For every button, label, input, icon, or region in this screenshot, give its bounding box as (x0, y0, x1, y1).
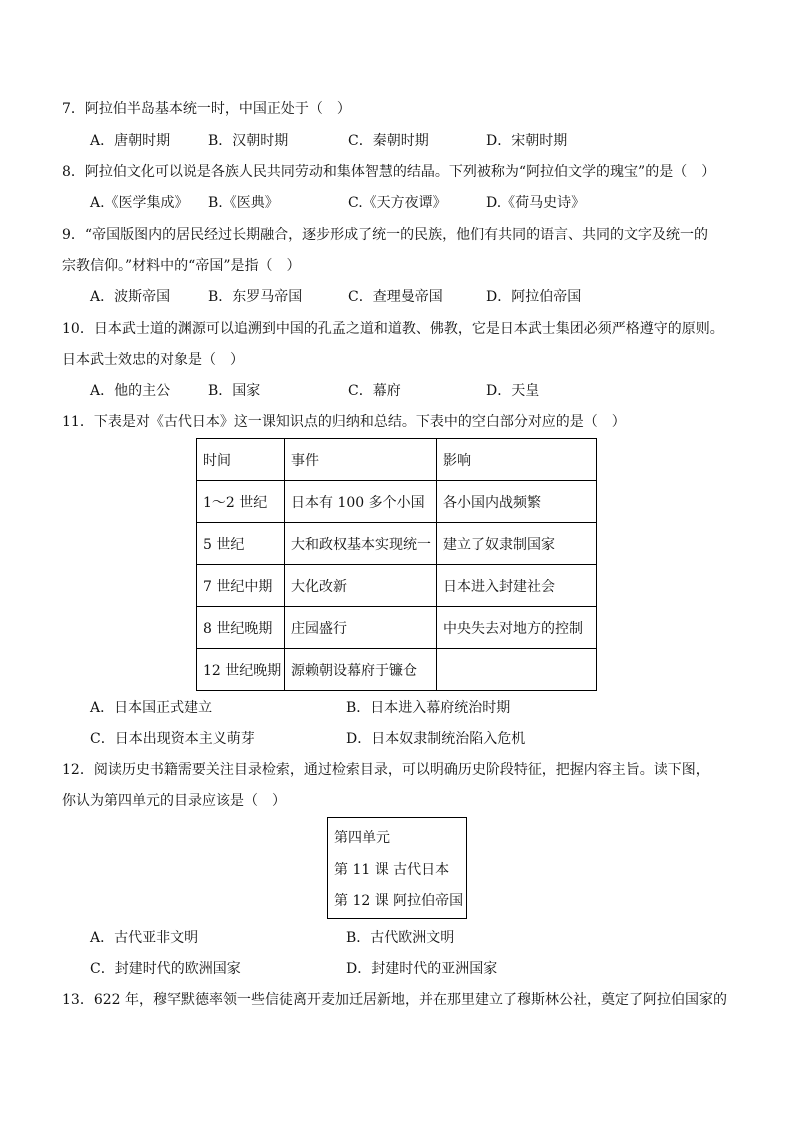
table-cell: 中央失去对地方的控制 (437, 607, 597, 649)
table-cell: 各小国内战频繁 (437, 481, 597, 523)
table-cell: 7 世纪中期 (197, 565, 285, 607)
q10-stem-line2: 日本武士效忠的对象是（ ） (62, 352, 244, 368)
q7-option-b[interactable]: B．汉朝时期 (208, 133, 289, 149)
q12-option-c[interactable]: C．封建时代的欧洲国家 (90, 961, 241, 977)
table-cell: 日本有 100 多个小国 (285, 481, 437, 523)
q10-option-b[interactable]: B．国家 (208, 383, 261, 399)
q8-stem: 8．阿拉伯文化可以说是各族人民共同劳动和集体智慧的结晶。下列被称为“阿拉伯文学的瑰宝”的是（ ） (62, 164, 716, 180)
q11-options-row1 (90, 698, 770, 718)
q9-stem-line2: 宗教信仰。”材料中的“帝国”是指（ ） (62, 258, 301, 274)
q7-option-a[interactable]: A．唐朝时期 (90, 133, 171, 149)
table-cell: 大化改新 (285, 565, 437, 607)
table-header-row (197, 439, 597, 481)
q12-options-row1 (90, 928, 770, 948)
q10-option-c[interactable]: C．幕府 (348, 383, 401, 399)
table-row (197, 523, 597, 565)
q9-stem-line1: 9．“帝国版图内的居民经过长期融合，逐步形成了统一的民族，他们有共同的语言、共同的文字及统一的 (62, 227, 709, 243)
toc-lesson-12: 第 12 课 阿拉伯帝国 (334, 893, 464, 909)
q12-option-b[interactable]: B．古代欧洲文明 (346, 930, 455, 946)
q9-option-d[interactable]: D．阿拉伯帝国 (486, 289, 582, 305)
q7-option-d[interactable]: D．宋朝时期 (486, 133, 568, 149)
q12-option-d[interactable]: D．封建时代的亚洲国家 (346, 961, 498, 977)
toc-unit-title: 第四单元 (334, 830, 390, 846)
q12-table-of-contents (327, 817, 467, 919)
table-cell: 庄园盛行 (285, 607, 437, 649)
table-cell: 1～2 世纪 (197, 481, 285, 523)
q9-option-a[interactable]: A．波斯帝国 (90, 289, 171, 305)
table-header-cell: 时间 (197, 439, 285, 481)
q12-stem-line2: 你认为第四单元的目录应该是（ ） (62, 793, 286, 809)
q10-option-d[interactable]: D．天皇 (486, 383, 540, 399)
q8-option-c[interactable]: C.《天方夜谭》 (348, 195, 447, 211)
table-row (197, 481, 597, 523)
q8-options (90, 193, 770, 213)
q10-options (90, 381, 770, 401)
table-row (197, 649, 597, 691)
table-header-cell: 事件 (285, 439, 437, 481)
q10-stem-line1: 10．日本武士道的渊源可以追溯到中国的孔孟之道和道教、佛教，它是日本武士集团必须严格遵守的原则。 (62, 321, 724, 337)
table-cell: 源赖朝设幕府于镰仓 (285, 649, 437, 691)
table-cell: 大和政权基本实现统一 (285, 523, 437, 565)
q9-options (90, 287, 770, 307)
table-header-cell: 影响 (437, 439, 597, 481)
table-row (197, 565, 597, 607)
table-cell-blank (437, 649, 597, 691)
q11-option-a[interactable]: A．日本国正式建立 (90, 700, 213, 716)
q12-options-row2 (90, 959, 770, 979)
q8-option-d[interactable]: D.《荷马史诗》 (486, 195, 586, 211)
table-cell: 5 世纪 (197, 523, 285, 565)
q10-option-a[interactable]: A．他的主公 (90, 383, 171, 399)
q11-option-b[interactable]: B．日本进入幕府统治时期 (346, 700, 511, 716)
q11-table (196, 438, 597, 691)
q7-option-c[interactable]: C．秦朝时期 (348, 133, 429, 149)
q8-option-a[interactable]: A.《医学集成》 (90, 195, 189, 211)
q7-stem: 7．阿拉伯半岛基本统一时，中国正处于（ ） (62, 101, 351, 117)
toc-lesson-11: 第 11 课 古代日本 (334, 862, 450, 878)
table-cell: 建立了奴隶制国家 (437, 523, 597, 565)
q9-option-c[interactable]: C．查理曼帝国 (348, 289, 443, 305)
q8-option-b[interactable]: B.《医典》 (208, 195, 279, 211)
q9-option-b[interactable]: B．东罗马帝国 (208, 289, 303, 305)
q11-option-d[interactable]: D．日本奴隶制统治陷入危机 (346, 731, 526, 747)
q12-option-a[interactable]: A．古代亚非文明 (90, 930, 199, 946)
q7-options (90, 131, 770, 151)
table-cell: 日本进入封建社会 (437, 565, 597, 607)
table-cell: 12 世纪晚期 (197, 649, 285, 691)
q11-option-c[interactable]: C．日本出现资本主义萌芽 (90, 731, 255, 747)
q12-stem-line1: 12．阅读历史书籍需要关注目录检索，通过检索目录，可以明确历史阶段特征，把握内容主旨。读下图， (62, 762, 710, 778)
table-row (197, 607, 597, 649)
q11-stem: 11．下表是对《古代日本》这一课知识点的归纳和总结。下表中的空白部分对应的是（ ） (62, 414, 626, 430)
q13-stem-line1: 13．622 年，穆罕默德率领一些信徒离开麦加迁居新地，并在那里建立了穆斯林公社，奠定了阿拉伯国家的 (62, 992, 727, 1008)
table-cell: 8 世纪晚期 (197, 607, 285, 649)
q11-options-row2 (90, 729, 770, 749)
